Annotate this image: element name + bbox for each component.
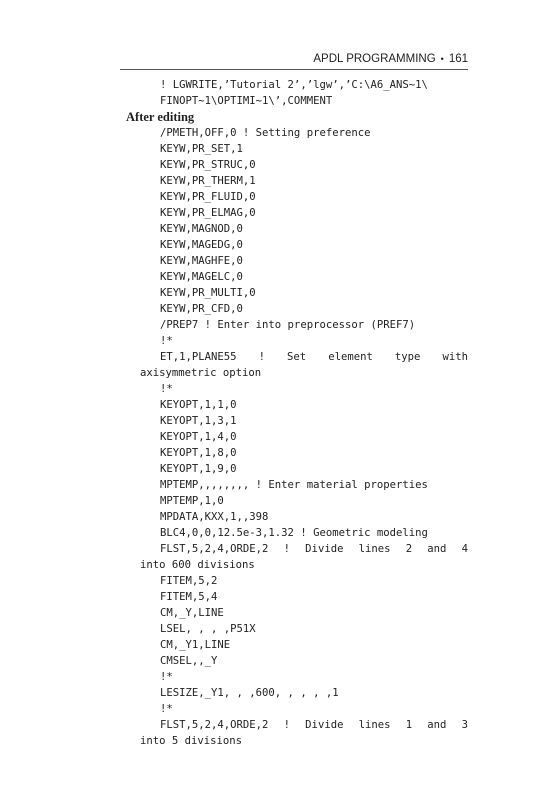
code-listing [120,77,470,749]
code-line: into 600 divisions [140,559,255,571]
code-line: ! LGWRITE,’Tutorial 2’,’lgw’,’C:\A6_ANS~1\ [160,79,428,91]
code-line: CMSEL,,_Y [160,655,218,667]
code-line: !* [160,383,173,395]
code-line: KEYW,MAGNOD,0 [160,223,243,235]
code-line: into 5 divisions [140,735,243,747]
code-line: /PREP7 ! Enter into preprocessor (PREF7) [160,319,416,331]
code-line: MPTEMP,,,,,,,, ! Enter material properties [160,479,428,491]
code-line: FITEM,5,4 [160,591,218,603]
code-line: KEYW,MAGELC,0 [160,271,243,283]
section-heading: After editing [126,110,195,124]
code-line: KEYW,PR_SET,1 [160,143,243,155]
code-line: axisymmetric option [140,367,262,379]
code-line: KEYOPT,1,1,0 [160,399,237,411]
code-line: KEYOPT,1,4,0 [160,431,237,443]
code-line: KEYW,MAGHFE,0 [160,255,243,267]
code-line: KEYOPT,1,8,0 [160,447,237,459]
code-line: LESIZE,_Y1, , ,600, , , , ,1 [160,687,339,699]
code-line: FITEM,5,2 [160,575,218,587]
code-line: !* [160,703,173,715]
code-line: BLC4,0,0,12.5e-3,1.32 ! Geometric modeling [160,527,428,539]
code-line: KEYW,PR_CFD,0 [160,303,243,315]
code-line: KEYW,PR_THERM,1 [160,175,256,187]
code-line: KEYOPT,1,3,1 [160,415,237,427]
code-line: KEYOPT,1,9,0 [160,463,237,475]
page-number: 161 [448,53,468,65]
section-title: APDL PROGRAMMING [313,53,436,65]
code-line: FLST,5,2,4,ORDE,2 ! Divide lines 1 and 3 [160,719,468,731]
code-line: !* [160,671,173,683]
code-line: KEYW,PR_STRUC,0 [160,159,256,171]
code-line: CM,_Y,LINE [160,607,224,619]
code-line: MPTEMP,1,0 [160,495,224,507]
code-line: CM,_Y1,LINE [160,639,231,651]
code-line: FLST,5,2,4,ORDE,2 ! Divide lines 2 and 4 [160,543,468,555]
bullet-separator: • [440,54,444,64]
code-line: MPDATA,KXX,1,,398 [160,511,269,523]
running-header [120,50,468,68]
code-line: KEYW,PR_FLUID,0 [160,191,256,203]
code-line: ET,1,PLANE55 ! Set element type with [160,351,468,363]
code-line: LSEL, , , ,P51X [160,623,256,635]
header-rule [120,69,468,70]
code-line: KEYW,PR_MULTI,0 [160,287,256,299]
code-line: KEYW,MAGEDG,0 [160,239,243,251]
code-line: FINOPT~1\OPTIMI~1\’,COMMENT [160,95,333,107]
code-line: /PMETH,OFF,0 ! Setting preference [160,127,371,139]
code-line: !* [160,335,173,347]
code-line: KEYW,PR_ELMAG,0 [160,207,256,219]
